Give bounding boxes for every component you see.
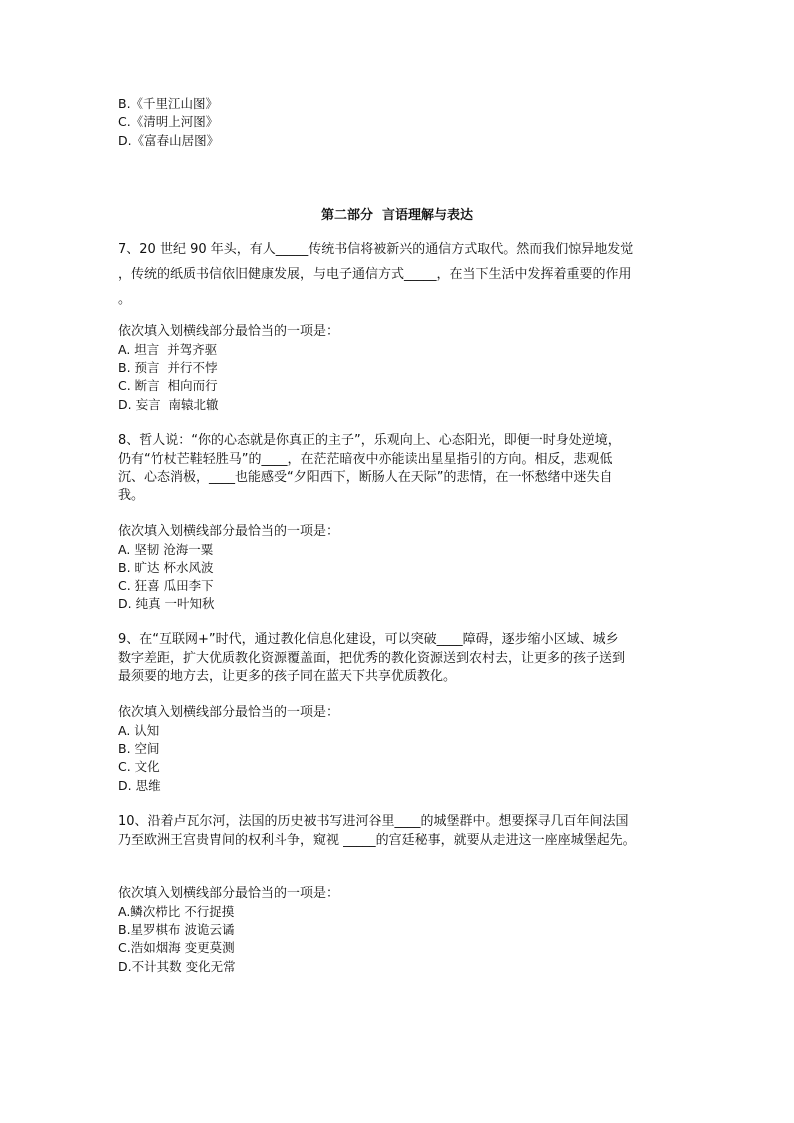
question-9-line: 数字差距，扩大优质教化资源覆盖面，把优秀的教化资源送到农村去，让更多的孩子送到 <box>118 651 626 666</box>
question-8-line: 8、哲人说：“你的心态就是你真正的主子”，乐观向上、心态阳光，即便一时身处逆境， <box>118 433 621 448</box>
question-7-option-a: A. 坦言 并驾齐驱 <box>118 342 218 357</box>
question-10-line: 乃至欧洲王宫贵胄间的权利斗争，窥视 _____的宫廷秘事，就要从走进这一座座城堡起先。 <box>118 833 636 848</box>
question-10-option-b: B.星罗棋布 波诡云谲 <box>118 922 235 937</box>
question-8-option-a: A. 坚韧 沧海一粟 <box>118 542 214 557</box>
question-8-option-c: C. 狂喜 瓜田李下 <box>118 578 214 593</box>
question-9-option-c: C. 文化 <box>118 759 160 774</box>
question-7-prompt: 依次填入划横线部分最恰当的一项是： <box>118 324 340 339</box>
question-10-option-d: D.不计其数 变化无常 <box>118 959 236 974</box>
question-7-line: 。 <box>118 292 132 307</box>
question-7-option-c: C. 断言 相向而行 <box>118 378 218 393</box>
question-9-line: 9、在“互联网+”时代，通过教化信息化建设，可以突破____障碍，逐步缩小区域、城乡 <box>118 632 619 647</box>
option-c: C.《清明上河图》 <box>118 114 219 129</box>
question-9-option-a: A. 认知 <box>118 723 160 738</box>
question-7-option-d: D. 妄言 南辕北辙 <box>118 397 219 412</box>
question-10-line: 10、沿着卢瓦尔河，法国的历史被书写进河谷里____的城堡群中。想要探寻几百年间法国 <box>118 814 629 829</box>
section-title: 第二部分 言语理解与表达 <box>320 208 474 223</box>
question-8-prompt: 依次填入划横线部分最恰当的一项是： <box>118 524 340 539</box>
question-10-option-c: C.浩如烟海 变更莫测 <box>118 940 235 955</box>
option-b: B.《千里江山图》 <box>118 96 219 111</box>
question-10-prompt: 依次填入划横线部分最恰当的一项是： <box>118 886 340 901</box>
question-8-line: 仍有“竹杖芒鞋轻胜马”的____，在茫茫暗夜中亦能读出星星指引的方向。相反，悲观低 <box>118 452 613 467</box>
question-8-option-d: D. 纯真 一叶知秋 <box>118 596 215 611</box>
question-7-line: ，传统的纸质书信依旧健康发展，与电子通信方式_____，在当下生活中发挥着重要的作用 <box>118 267 632 282</box>
question-7-line: 7、20 世纪 90 年头，有人_____传统书信将被新兴的通信方式取代。然而我们惊异地发觉 <box>118 242 634 257</box>
question-8-option-b: B. 旷达 杯水风波 <box>118 560 214 575</box>
option-d: D.《富春山居图》 <box>118 133 220 148</box>
question-9-line: 最须要的地方去，让更多的孩子同在蓝天下共享优质教化。 <box>118 669 457 684</box>
question-9-option-d: D. 思维 <box>118 778 161 793</box>
question-8-line: 沉、心态消极，____也能感受“夕阳西下，断肠人在天际”的悲情，在一怀愁绪中迷失自 <box>118 470 613 485</box>
question-9-prompt: 依次填入划横线部分最恰当的一项是： <box>118 705 340 720</box>
question-9-option-b: B. 空间 <box>118 741 160 756</box>
question-7-option-b: B. 预言 并行不悖 <box>118 360 218 375</box>
question-8-line: 我。 <box>118 488 145 503</box>
question-10-option-a: A.鳞次栉比 不行捉摸 <box>118 904 235 919</box>
